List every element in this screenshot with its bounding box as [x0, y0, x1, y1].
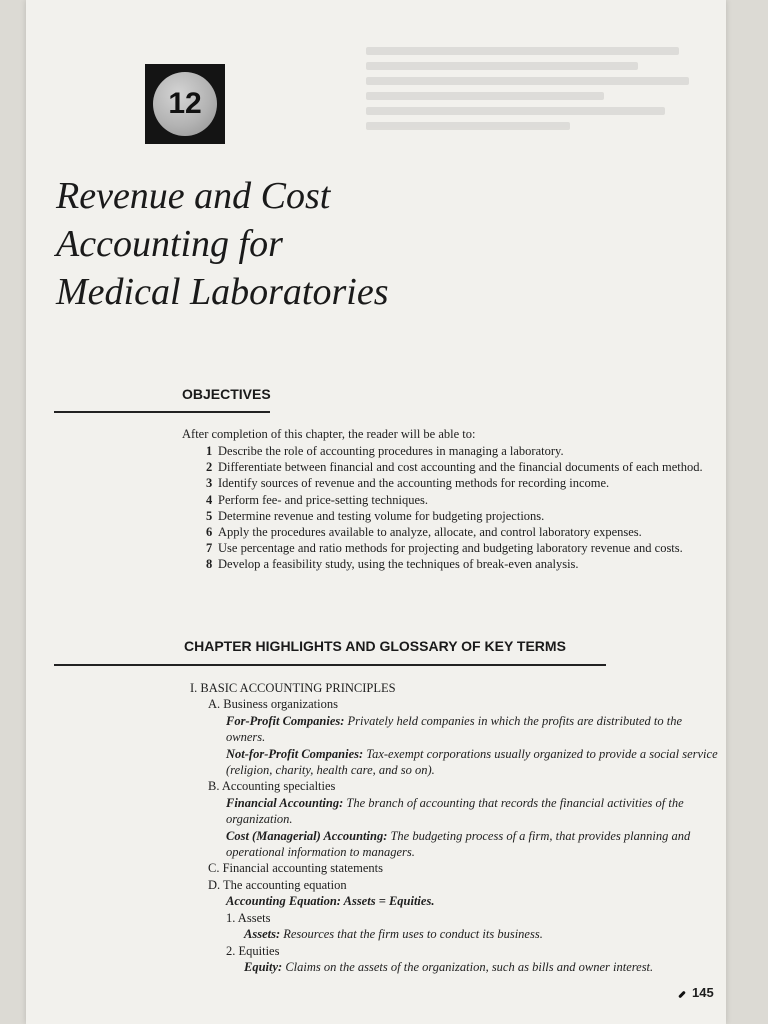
glossary-term: Assets: — [244, 927, 281, 942]
objective-item — [206, 459, 706, 475]
glossary-definition: Claims on the assets of the organization, such as bills and owner interest. — [285, 959, 654, 974]
glossary-term: Financial Accounting: — [226, 795, 344, 810]
objective-text: Apply the procedures available to analyze, allocate, and control laboratory expenses. — [218, 525, 642, 540]
objective-text: Use percentage and ratio methods for projecting and budgeting laboratory revenue and costs. — [218, 541, 683, 556]
objective-text: Differentiate between financial and cost accounting and the financial documents of each method. — [218, 460, 703, 475]
objective-item — [206, 540, 706, 556]
objective-text: Determine revenue and testing volume for budgeting projections. — [218, 508, 545, 523]
chapter-number-badge — [145, 64, 225, 144]
glossary-entry — [190, 828, 720, 861]
objective-number: 4 — [206, 492, 213, 507]
glossary-term: Cost (Managerial) Accounting: — [226, 828, 388, 843]
objectives-intro: After completion of this chapter, the reader will be able to: — [182, 427, 476, 441]
outline-item: 2. Equities — [226, 943, 280, 958]
glossary-entry — [190, 795, 720, 828]
outline-item: 1. Assets — [226, 910, 271, 925]
objective-item — [206, 524, 706, 540]
glossary-term: For-Profit Companies: — [226, 713, 345, 728]
objective-item — [206, 508, 706, 524]
objectives-rule — [54, 411, 270, 413]
chapter-title-line-3: Medical Laboratories — [56, 271, 389, 313]
glossary-definition: The branch of accounting that records the financial activities of the organization. — [226, 795, 684, 827]
objective-item — [206, 556, 706, 572]
objective-text: Develop a feasibility study, using the techniques of break-even analysis. — [218, 557, 579, 572]
highlights-outline — [190, 680, 720, 975]
objective-item — [206, 475, 706, 491]
page-number: 145 — [692, 985, 714, 1000]
objective-item — [206, 492, 706, 508]
book-page — [26, 0, 726, 1024]
objective-number: 5 — [206, 508, 213, 523]
objective-number: 7 — [206, 541, 213, 556]
objective-number: 8 — [206, 557, 213, 572]
objectives-heading: OBJECTIVES — [182, 386, 271, 402]
glossary-definition: Resources that the firm uses to conduct its business. — [283, 927, 543, 942]
objectives-list — [206, 443, 706, 573]
chapter-number: 12 — [168, 87, 202, 120]
objective-item — [206, 443, 706, 459]
highlights-rule — [54, 664, 606, 666]
objective-text: Identify sources of revenue and the accounting methods for recording income. — [218, 476, 610, 491]
outline-section: I. BASIC ACCOUNTING PRINCIPLES — [190, 681, 396, 695]
glossary-term: Not-for-Profit Companies: — [226, 746, 364, 761]
accounting-equation: Accounting Equation: Assets = Equities. — [226, 894, 435, 909]
objective-number: 3 — [206, 476, 213, 491]
objective-number: 2 — [206, 460, 213, 475]
bleed-through-text — [366, 40, 706, 137]
highlights-heading: CHAPTER HIGHLIGHTS AND GLOSSARY OF KEY TERMS — [184, 638, 566, 654]
glossary-definition: The budgeting process of a firm, that provides planning and operational information to managers. — [226, 828, 691, 860]
objective-number: 6 — [206, 525, 213, 540]
glossary-term: Equity: — [244, 959, 283, 974]
glossary-definition: Tax-exempt corporations usually organized to provide a social service (religion, charity, health care, and so on). — [226, 746, 718, 778]
glossary-entry — [190, 926, 720, 942]
pen-mark — [678, 991, 686, 999]
outline-subsection: D. The accounting equation — [208, 877, 347, 892]
chapter-number-circle — [153, 72, 217, 136]
outline-subsection: B. Accounting specialties — [208, 779, 336, 794]
outline-subsection: A. Business organizations — [208, 697, 338, 712]
glossary-entry — [190, 713, 720, 746]
objective-text: Describe the role of accounting procedures in managing a laboratory. — [218, 444, 564, 458]
glossary-entry — [190, 959, 720, 975]
glossary-definition: Privately held companies in which the profits are distributed to the owners. — [226, 713, 682, 745]
chapter-title — [56, 172, 616, 316]
glossary-entry — [190, 746, 720, 779]
objective-number: 1 — [206, 444, 213, 458]
chapter-title-line-2: Accounting for — [56, 223, 283, 265]
objective-text: Perform fee- and price-setting techniques. — [218, 492, 428, 507]
chapter-title-line-1: Revenue and Cost — [56, 175, 331, 217]
outline-subsection: C. Financial accounting statements — [208, 861, 383, 876]
